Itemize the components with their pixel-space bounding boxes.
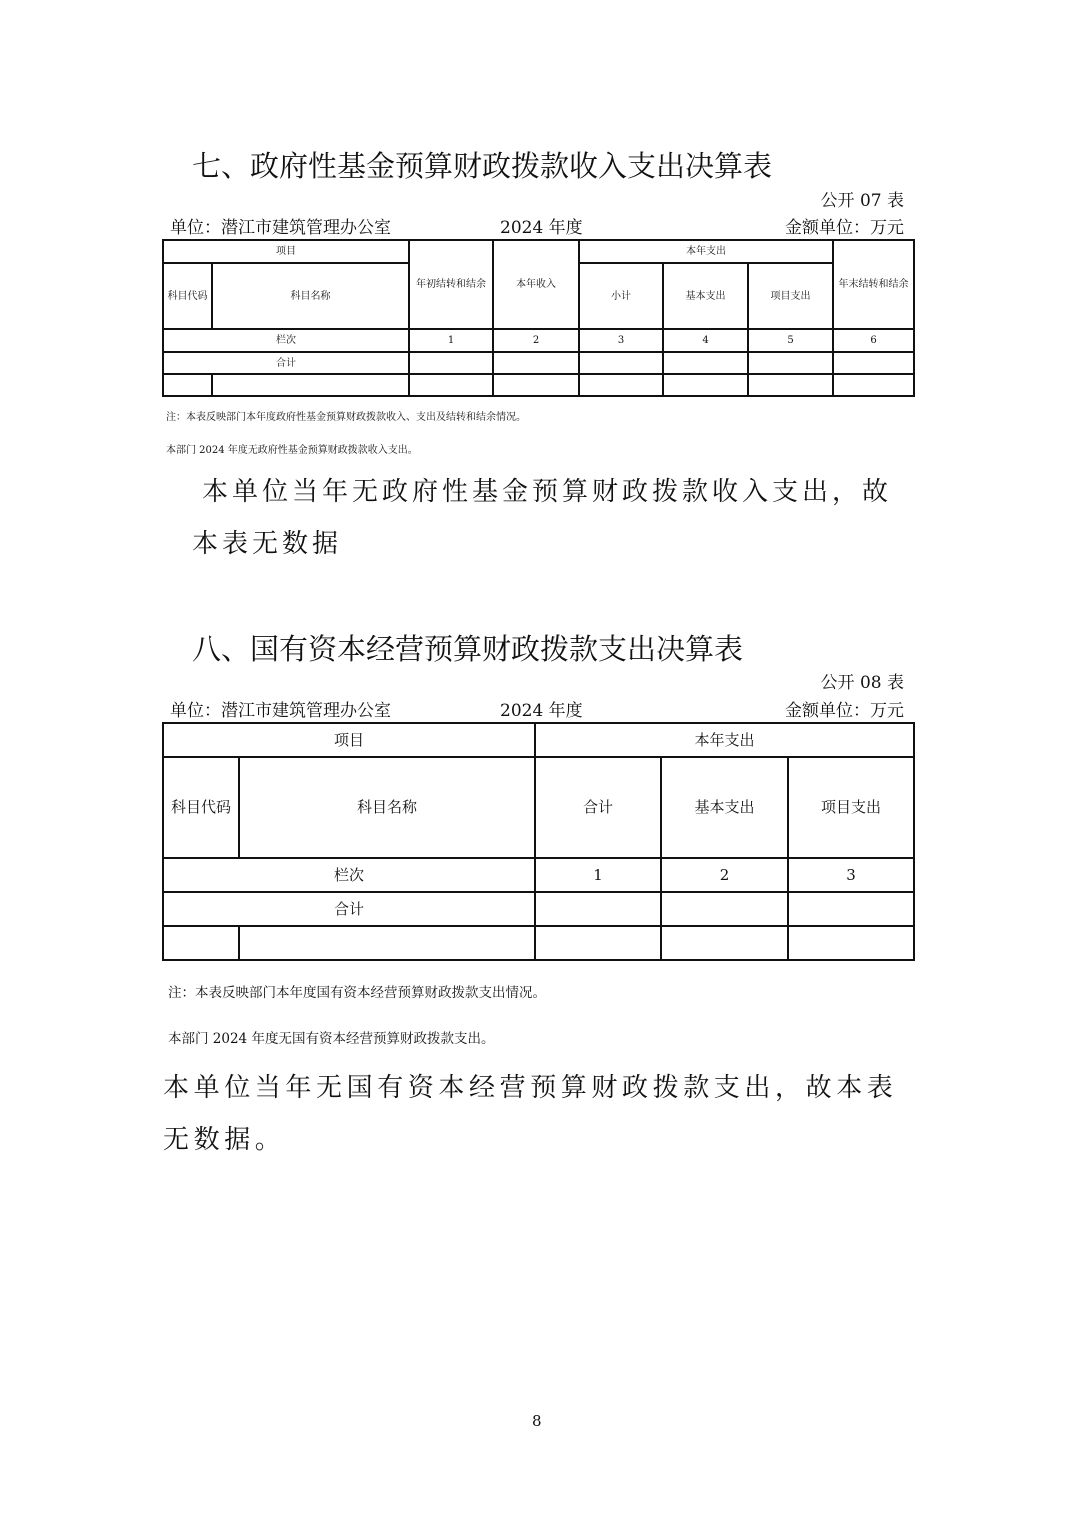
header-project-expense: 项目支出 [748,263,833,329]
header-begin-balance: 年初结转和结余 [409,240,493,329]
section8-title: 八、国有资本经营预算财政拨款支出决算表 [192,632,744,666]
header-name: 科目名称 [239,757,535,858]
empty-cell [661,892,788,926]
column-number: 4 [663,329,748,352]
empty-cell [663,374,748,396]
column-number: 3 [788,858,914,892]
empty-cell [748,374,833,396]
section8-statement: 本部门 2024 年度无国有资本经营预算财政拨款支出。 [168,1031,495,1047]
column-number: 5 [748,329,833,352]
header-subtotal: 小计 [579,263,663,329]
section7-amount-unit: 金额单位：万元 [785,218,904,238]
section8-amount-unit: 金额单位：万元 [785,701,904,721]
header-income: 本年收入 [493,240,579,329]
row-label-total: 合计 [163,892,535,926]
empty-cell [535,892,661,926]
empty-cell [409,374,493,396]
page-number: 8 [532,1412,542,1430]
header-project: 项目 [163,723,535,757]
header-code: 科目代码 [163,757,239,858]
header-total: 合计 [535,757,661,858]
table-row-column-numbers [163,858,914,892]
empty-cell [579,352,663,374]
section8-unit: 单位：潜江市建筑管理办公室 [170,701,391,721]
header-end-balance: 年末结转和结余 [833,240,914,329]
column-number: 3 [579,329,663,352]
column-number: 1 [535,858,661,892]
section8-paragraph: 本单位当年无国有资本经营预算财政拨款支出，故本表无数据。 [163,1073,898,1155]
header-project-expense: 项目支出 [788,757,914,858]
row-label-column: 栏次 [163,329,409,352]
column-number: 2 [493,329,579,352]
header-code: 科目代码 [163,263,212,329]
section7-note: 注：本表反映部门本年度政府性基金预算财政拨款收入、支出及结转和结余情况。 [166,412,526,423]
table-row-column-numbers [163,329,914,352]
column-number: 1 [409,329,493,352]
table-row-empty [163,374,914,396]
row-label-total: 合计 [163,352,409,374]
empty-cell [409,352,493,374]
header-expense: 本年支出 [535,723,914,757]
empty-cell [748,352,833,374]
section7-unit: 单位：潜江市建筑管理办公室 [170,218,391,238]
section8-year: 2024 年度 [500,701,583,721]
empty-cell [163,926,239,960]
section8-table [162,722,915,961]
empty-cell [663,352,748,374]
section7-title: 七、政府性基金预算财政拨款收入支出决算表 [192,149,773,183]
column-number: 2 [661,858,788,892]
header-basic: 基本支出 [661,757,788,858]
header-expense: 本年支出 [579,240,833,263]
section7-year: 2024 年度 [500,218,583,238]
empty-cell [788,926,914,960]
empty-cell [579,374,663,396]
empty-cell [239,926,535,960]
header-name: 科目名称 [212,263,409,329]
column-number: 6 [833,329,914,352]
row-label-column: 栏次 [163,858,535,892]
empty-cell [535,926,661,960]
empty-cell [788,892,914,926]
empty-cell [661,926,788,960]
empty-cell [212,374,409,396]
section7-paragraph: 本单位当年无政府性基金预算财政拨款收入支出，故本表无数据 [192,477,893,559]
header-basic: 基本支出 [663,263,748,329]
section7-table [162,239,915,397]
section7-statement: 本部门 2024 年度无政府性基金预算财政拨款收入支出。 [166,445,418,456]
empty-cell [493,352,579,374]
empty-cell [493,374,579,396]
table-row-total [163,892,914,926]
section8-table-number: 公开 08 表 [820,673,904,693]
table-row-total [163,352,914,374]
empty-cell [833,352,914,374]
empty-cell [833,374,914,396]
empty-cell [163,374,212,396]
section8-note: 注：本表反映部门本年度国有资本经营预算财政拨款支出情况。 [168,985,546,1001]
header-project: 项目 [163,240,409,263]
table-row-empty [163,926,914,960]
section7-table-number: 公开 07 表 [820,191,904,211]
